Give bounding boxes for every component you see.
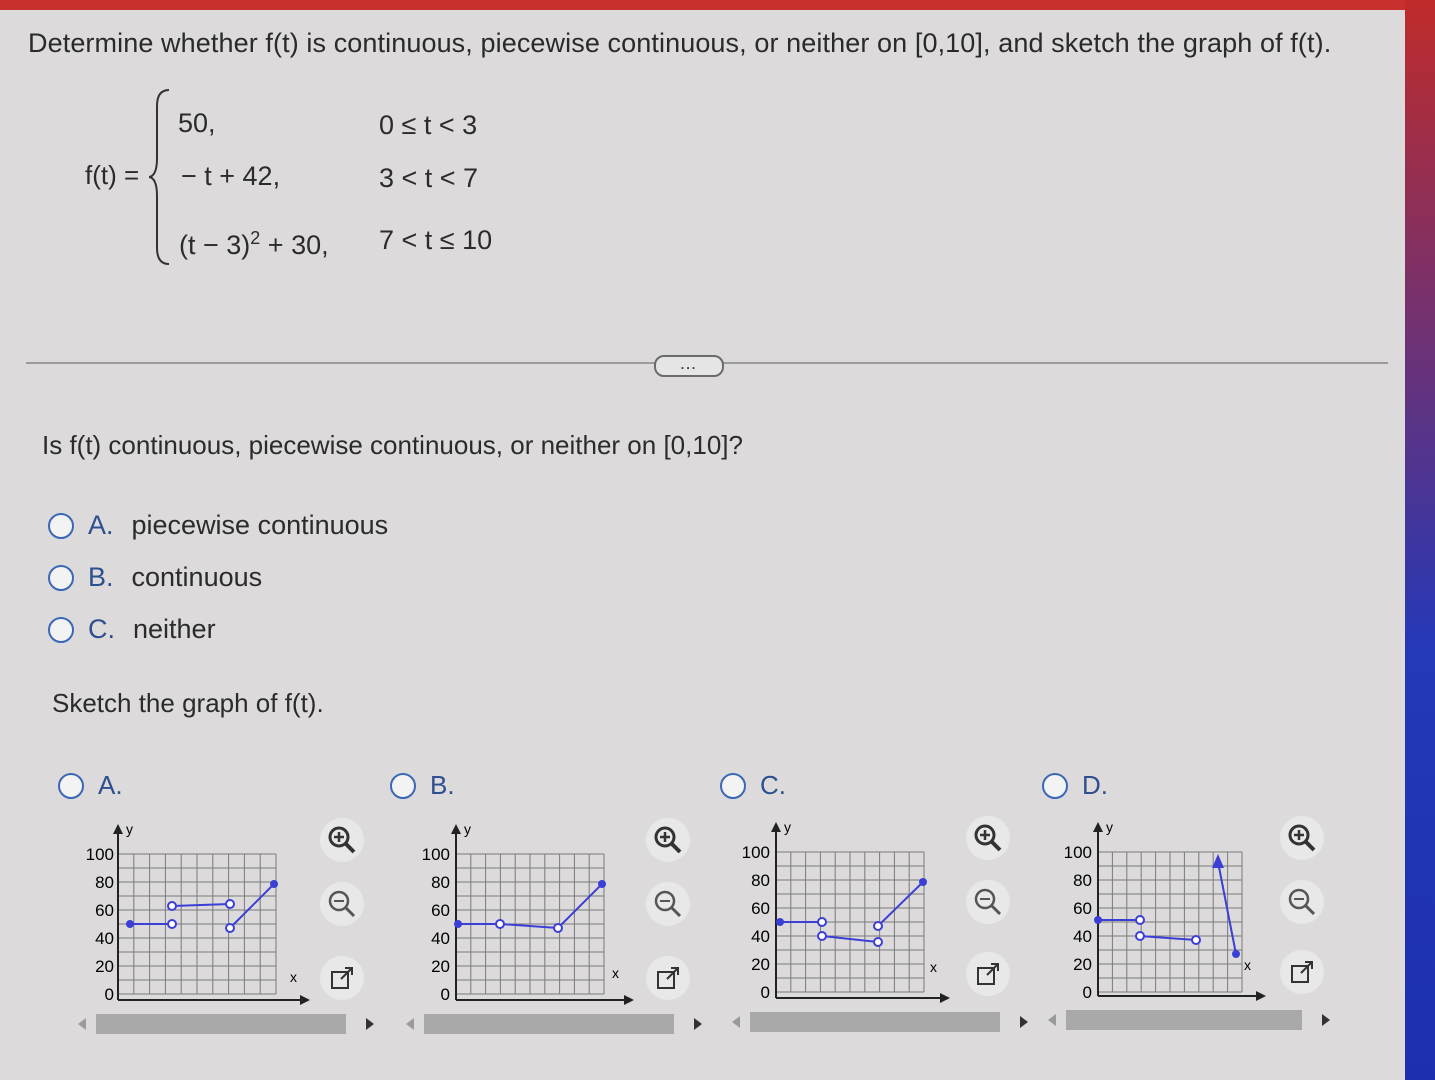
- piece-1-condition: 0 ≤ t < 3: [379, 110, 478, 140]
- y-tick: 80: [95, 873, 114, 892]
- window-edge: [1405, 0, 1435, 1080]
- y-axis-label: y: [784, 819, 791, 835]
- y-tick: 20: [1073, 955, 1092, 974]
- x-axis-label: x: [290, 969, 297, 985]
- piece-2-expression: − t + 42,: [181, 161, 281, 191]
- scroll-track[interactable]: [1066, 1010, 1302, 1030]
- y-axis-label: y: [1106, 819, 1113, 835]
- graph-b-plot: [390, 810, 650, 1010]
- graph-a-plot: [58, 810, 318, 1010]
- graph-option-d[interactable]: [1042, 770, 1362, 1050]
- y-tick: 80: [431, 873, 450, 892]
- y-tick: 40: [751, 927, 770, 946]
- choice-letter: C.: [88, 614, 115, 644]
- zoom-out-icon[interactable]: [646, 882, 690, 926]
- piece-2-condition: 3 < t < 7: [379, 163, 479, 193]
- choice-a[interactable]: [48, 510, 388, 541]
- option-letter: C.: [760, 770, 786, 800]
- option-header[interactable]: [720, 770, 786, 801]
- graph-option-b[interactable]: [390, 770, 710, 1050]
- y-tick: 80: [1073, 871, 1092, 890]
- y-tick: 100: [85, 845, 114, 864]
- graph-option-c[interactable]: [720, 770, 1040, 1050]
- zoom-in-icon[interactable]: [1280, 816, 1324, 860]
- question-text: Determine whether f(t) is continuous, piecewise continuous, or neither on [0,10], and sketch the graph of f(t).: [28, 28, 1332, 58]
- sketch-question-text: Sketch the graph of f(t).: [52, 688, 324, 718]
- piece-3-exponent: 2: [250, 228, 261, 248]
- y-tick: 40: [1073, 927, 1092, 946]
- radio-button[interactable]: [48, 617, 74, 643]
- zoom-out-icon[interactable]: [320, 882, 364, 926]
- popout-icon[interactable]: [320, 956, 364, 1000]
- y-tick: 100: [1063, 843, 1092, 862]
- y-tick: 0: [760, 983, 770, 1002]
- radio-button[interactable]: [390, 773, 416, 799]
- y-tick: 20: [95, 957, 114, 976]
- piecewise-function: [85, 88, 545, 278]
- horizontal-scrollbar[interactable]: [730, 1010, 1030, 1034]
- graph-c-plot: [720, 810, 980, 1010]
- x-axis-label: x: [612, 965, 619, 981]
- horizontal-scrollbar[interactable]: [404, 1012, 704, 1036]
- scroll-left-icon[interactable]: [732, 1016, 740, 1028]
- choice-b[interactable]: [48, 562, 262, 593]
- radio-button[interactable]: [720, 773, 746, 799]
- y-tick: 20: [751, 955, 770, 974]
- y-tick: 60: [431, 901, 450, 920]
- option-letter: B.: [430, 770, 455, 800]
- graph-option-a[interactable]: [58, 770, 378, 1050]
- scroll-right-icon[interactable]: [694, 1018, 702, 1030]
- scroll-right-icon[interactable]: [1020, 1016, 1028, 1028]
- top-accent-bar: [0, 0, 1435, 10]
- function-name: f(t) =: [85, 160, 140, 190]
- scroll-right-icon[interactable]: [366, 1018, 374, 1030]
- option-header[interactable]: [1042, 770, 1108, 801]
- y-tick: 60: [1073, 899, 1092, 918]
- zoom-in-icon[interactable]: [320, 818, 364, 862]
- zoom-out-icon[interactable]: [1280, 880, 1324, 924]
- option-letter: A.: [98, 770, 123, 800]
- popout-icon[interactable]: [966, 952, 1010, 996]
- y-axis-label: y: [126, 821, 133, 837]
- piece-3-expression: [179, 228, 329, 261]
- question-panel: [0, 10, 1405, 1080]
- scroll-track[interactable]: [750, 1012, 1000, 1032]
- y-tick: 100: [741, 843, 770, 862]
- choice-letter: A.: [88, 510, 114, 540]
- y-tick: 80: [751, 871, 770, 890]
- y-axis-label: y: [464, 821, 471, 837]
- piece-3-base: (t − 3): [179, 230, 251, 260]
- y-tick: 60: [95, 901, 114, 920]
- y-tick: 40: [95, 929, 114, 948]
- curve-arrow-icon: [1212, 854, 1224, 868]
- choice-label: continuous: [131, 562, 263, 592]
- graph-curve: [130, 884, 274, 928]
- y-tick: 40: [431, 929, 450, 948]
- option-header[interactable]: [390, 770, 455, 801]
- choice-letter: B.: [88, 562, 114, 592]
- more-button[interactable]: ...: [654, 355, 724, 377]
- piece-3-condition: 7 < t ≤ 10: [379, 225, 493, 255]
- piece-3-tail: + 30,: [260, 230, 329, 260]
- x-axis-label: x: [930, 959, 937, 975]
- popout-icon[interactable]: [646, 956, 690, 1000]
- option-header[interactable]: [58, 770, 123, 801]
- y-tick: 0: [1082, 983, 1092, 1002]
- zoom-in-icon[interactable]: [646, 818, 690, 862]
- y-tick: 0: [104, 985, 114, 1004]
- radio-button[interactable]: [1042, 773, 1068, 799]
- horizontal-scrollbar[interactable]: [76, 1012, 376, 1036]
- popout-icon[interactable]: [1280, 950, 1324, 994]
- radio-button[interactable]: [58, 773, 84, 799]
- y-tick: 20: [431, 957, 450, 976]
- y-tick: 60: [751, 899, 770, 918]
- y-tick: 100: [421, 845, 450, 864]
- brace-icon: [149, 88, 173, 266]
- radio-button[interactable]: [48, 513, 74, 539]
- horizontal-scrollbar[interactable]: [1046, 1008, 1332, 1032]
- zoom-out-icon[interactable]: [966, 880, 1010, 924]
- x-axis-label: x: [1244, 957, 1251, 973]
- graph-d-plot: [1042, 810, 1282, 1010]
- piece-1-expression: 50,: [178, 108, 216, 138]
- scroll-track[interactable]: [96, 1014, 346, 1034]
- scroll-right-icon[interactable]: [1322, 1014, 1330, 1026]
- choice-label: neither: [133, 614, 216, 644]
- option-letter: D.: [1082, 770, 1108, 800]
- scroll-left-icon[interactable]: [406, 1018, 414, 1030]
- sub-question-text: Is f(t) continuous, piecewise continuous, or neither on [0,10]?: [42, 430, 743, 460]
- zoom-in-icon[interactable]: [966, 816, 1010, 860]
- y-tick: 0: [440, 985, 450, 1004]
- choice-c[interactable]: [48, 614, 216, 645]
- scroll-left-icon[interactable]: [1048, 1014, 1056, 1026]
- scroll-track[interactable]: [424, 1014, 674, 1034]
- graph-curve: [780, 882, 923, 942]
- choice-label: piecewise continuous: [131, 510, 389, 540]
- scroll-left-icon[interactable]: [78, 1018, 86, 1030]
- radio-button[interactable]: [48, 565, 74, 591]
